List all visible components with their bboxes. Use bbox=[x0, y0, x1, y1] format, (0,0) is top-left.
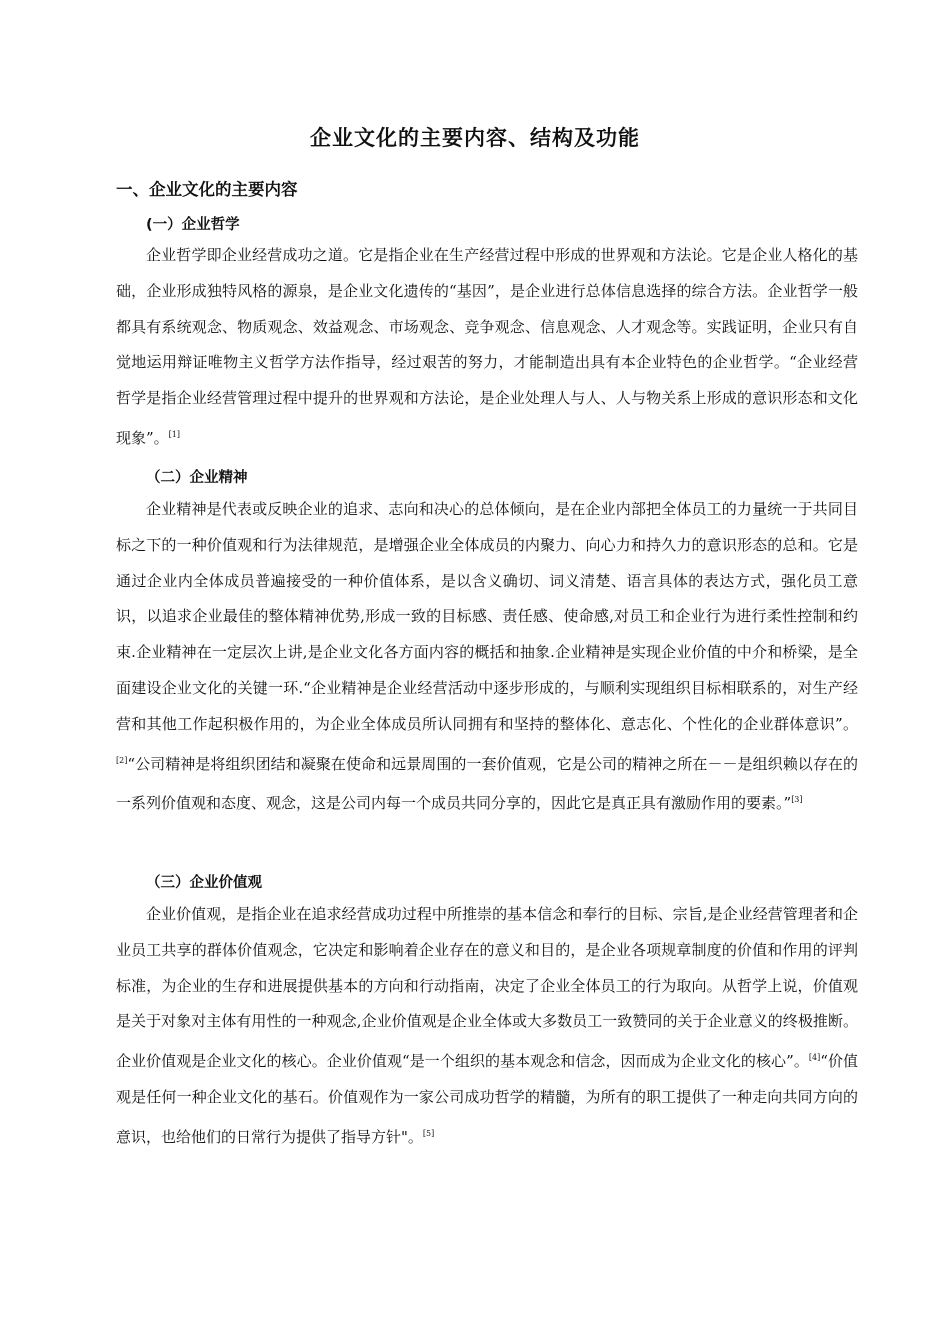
paragraph-text: “价值观是任何一种企业文化的基石。价值观作为一家公司成功哲学的精髓，为所有的职工提供了一种走向共同方向的意识，也给他们的日常行为提供了指导方针"。 bbox=[116, 1052, 858, 1146]
citation-ref: [3] bbox=[791, 795, 803, 805]
subsection-heading-philosophy: (一）企业哲学 bbox=[146, 217, 240, 233]
paragraph-philosophy bbox=[116, 238, 858, 457]
page-title: 企业文化的主要内容、结构及功能 bbox=[310, 126, 640, 150]
paragraph-text: “公司精神是将组织团结和凝聚在使命和远景周围的一套价值观，它是公司的精神之所在－－是组织赖以存在的一系列价值观和态度、观念，这是公司内每一个成员共同分享的，因此它是真正具有激励作用的要素。” bbox=[116, 754, 858, 813]
citation-ref: [1] bbox=[168, 429, 181, 439]
citation-ref: [4] bbox=[808, 1053, 821, 1063]
paragraph-text: 企业价值观，是指企业在追求经营成功过程中所推崇的基本信念和奉行的目标、宗旨,是企业经营管理者和企业员工共享的群体价值观念，它决定和影响着企业存在的意义和目的，是企业各项规章制度的价值和作用的评判标准，为企业的生存和进展提供基本的方向和行动指南，决定了企业全体员工的行为取向。从哲学上说，价值观是关于对象对主体有用性的一种观念,企业价值观是企业全体或大多数员工一致赞同的关于企业意义的终极推断。企业价值观是企业文化的核心。企业价值观“是一个组织的基本观念和信念，因而成为企业文化的核心”。 bbox=[116, 905, 858, 1071]
subsection-heading-spirit: （二）企业精神 bbox=[146, 470, 248, 486]
paragraph-values bbox=[116, 897, 858, 1156]
citation-ref: [2] bbox=[116, 755, 128, 765]
paragraph-text: 企业哲学即企业经营成功之道。它是指企业在生产经营过程中形成的世界观和方法论。它是企业人格化的基础，企业形成独特风格的源泉，是企业文化遗传的“基因”，是企业进行总体信息选择的综合方法。企业哲学一般都具有系统观念、物质观念、效益观念、市场观念、竞争观念、信息观念、人才观念等。实践证明，企业只有自觉地运用辩证唯物主义哲学方法作指导，经过艰苦的努力，才能制造出具有本企业特色的企业哲学。“企业经营哲学是指企业经营管理过程中提升的世界观和方法论，是企业处理人与人、人与物关系上形成的意识形态和文化现象”。 bbox=[116, 246, 858, 447]
citation-ref: [5] bbox=[422, 1128, 435, 1138]
paragraph-text: 企业精神是代表或反映企业的追求、志向和决心的总体倾向，是在企业内部把全体员工的力量统一于共同目标之下的一种价值观和行为法律规范，是增强企业全体成员的内聚力、向心力和持久力的意识形态的总和。它是通过企业内全体成员普遍接受的一种价值体系，是以含义确切、词义清楚、语言具体的表达方式，强化员工意识，以追求企业最佳的整体精神优势,形成一致的目标感、责任感、使命感,对员工和企业行为进行柔性控制和约束.企业精神在一定层次上讲,是企业文化各方面内容的概括和抽象.企业精神是实现企业价值的中介和桥梁，是全面建设企业文化的关键一环.“企业精神是企业经营活动中逐步形成的，与顺利实现组织目标相联系的，对生产经营和其他工作起积极作用的，为企业全体成员所认同拥有和坚持的整体化、意志化、个性化的企业群体意识”。 bbox=[116, 500, 858, 733]
subsection-heading-values: （三）企业价值观 bbox=[146, 875, 262, 891]
paragraph-spirit bbox=[116, 492, 858, 822]
section-heading: 一、企业文化的主要内容 bbox=[116, 180, 298, 199]
